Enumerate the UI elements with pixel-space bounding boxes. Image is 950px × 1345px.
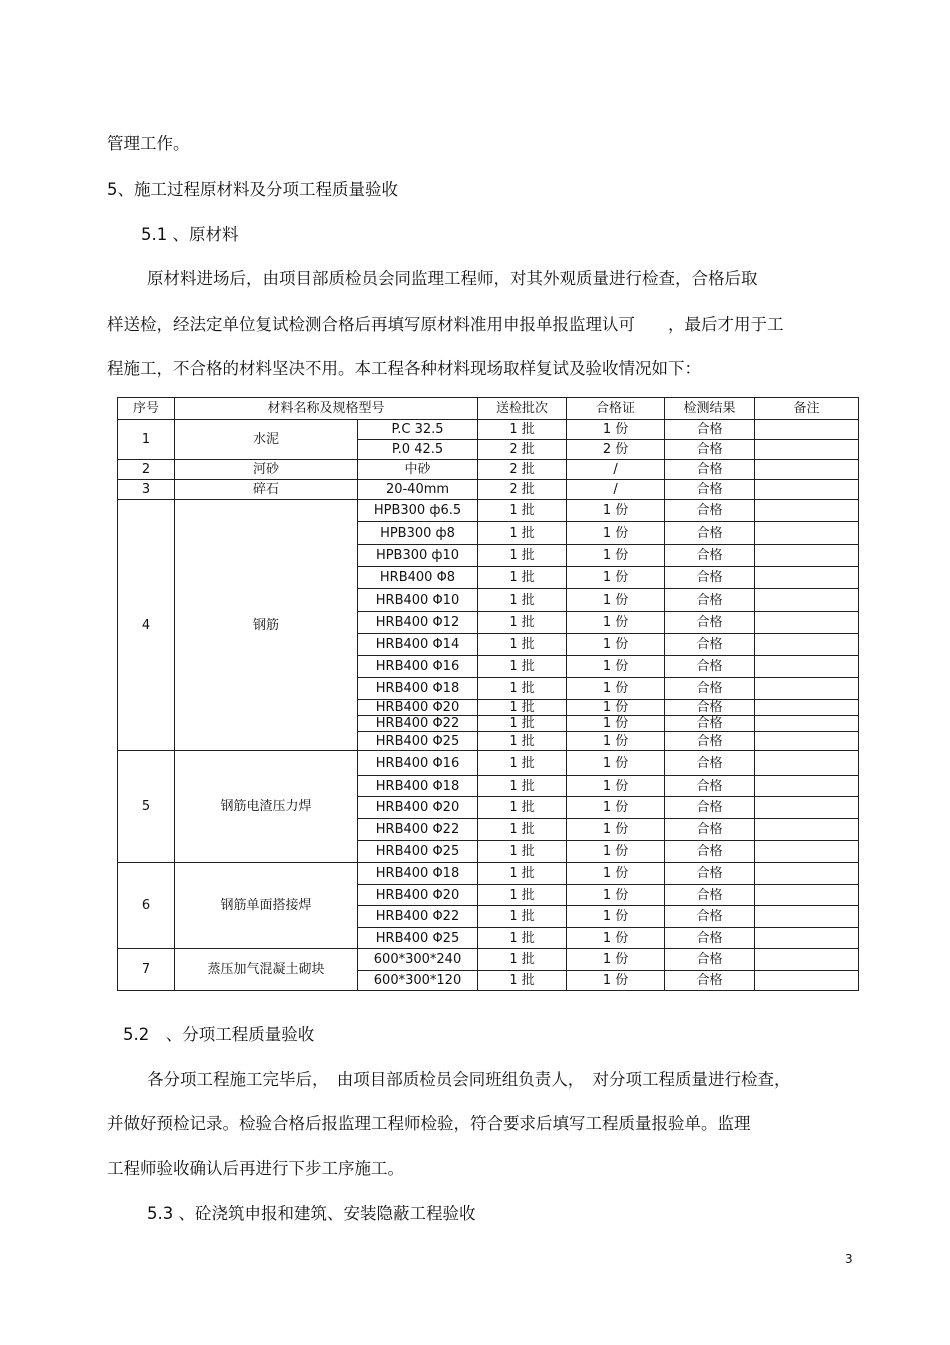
remark-cell [755, 751, 859, 776]
batch-cell: 1 批 [478, 841, 567, 863]
certificate-cell: 1 份 [567, 420, 665, 440]
row-number-cell: 4 [118, 500, 175, 751]
row-number-cell: 3 [118, 480, 175, 500]
certificate-cell: 1 份 [567, 819, 665, 841]
certificate-cell: 1 份 [567, 656, 665, 678]
spec-cell: P.C 32.5 [358, 420, 478, 440]
result-cell: 合格 [665, 797, 755, 819]
batch-cell: 1 批 [478, 589, 567, 612]
remark-cell [755, 863, 859, 885]
spec-cell: HRB400 Φ18 [358, 863, 478, 885]
remark-cell [755, 928, 859, 949]
result-cell: 合格 [665, 420, 755, 440]
remark-cell [755, 545, 859, 567]
certificate-cell: 1 份 [567, 522, 665, 545]
result-cell: 合格 [665, 776, 755, 797]
certificate-cell: 1 份 [567, 567, 665, 589]
batch-cell: 1 批 [478, 751, 567, 776]
spec-cell: 600*300*240 [358, 949, 478, 971]
result-cell: 合格 [665, 678, 755, 700]
result-cell: 合格 [665, 751, 755, 776]
spec-cell: HRB400 Φ8 [358, 567, 478, 589]
result-cell: 合格 [665, 819, 755, 841]
spec-cell: HRB400 Φ25 [358, 732, 478, 751]
spec-cell: HRB400 Φ25 [358, 928, 478, 949]
batch-cell: 1 批 [478, 500, 567, 522]
result-cell: 合格 [665, 460, 755, 480]
header-cell: 检测结果 [665, 398, 755, 420]
batch-cell: 2 批 [478, 460, 567, 480]
batch-cell: 1 批 [478, 819, 567, 841]
spec-cell: 20-40mm [358, 480, 478, 500]
table-row [118, 751, 859, 776]
batch-cell: 1 批 [478, 567, 567, 589]
certificate-cell: 1 份 [567, 971, 665, 991]
remark-cell [755, 634, 859, 656]
batch-cell: 1 批 [478, 928, 567, 949]
batch-cell: 1 批 [478, 716, 567, 732]
certificate-cell: 2 份 [567, 440, 665, 460]
remark-cell [755, 612, 859, 634]
certificate-cell: 1 份 [567, 863, 665, 885]
result-cell: 合格 [665, 567, 755, 589]
spec-cell: HRB400 Φ16 [358, 656, 478, 678]
batch-cell: 1 批 [478, 732, 567, 751]
material-name-cell: 蒸压加气混凝土砌块 [175, 949, 358, 991]
paragraph-line: 工程师验收确认后再进行下步工序施工。 [107, 1159, 404, 1178]
spec-cell: HPB300 ф6.5 [358, 500, 478, 522]
result-cell: 合格 [665, 906, 755, 928]
spec-cell: HRB400 Φ20 [358, 885, 478, 906]
remark-cell [755, 522, 859, 545]
result-cell: 合格 [665, 841, 755, 863]
section-heading-5-3: 5.3 、砼浇筑申报和建筑、安装隐蔽工程验收 [147, 1204, 476, 1223]
result-cell: 合格 [665, 732, 755, 751]
batch-cell: 1 批 [478, 863, 567, 885]
certificate-cell: 1 份 [567, 949, 665, 971]
batch-cell: 1 批 [478, 420, 567, 440]
row-number-cell: 7 [118, 949, 175, 991]
batch-cell: 1 批 [478, 545, 567, 567]
spec-cell: 中砂 [358, 460, 478, 480]
remark-cell [755, 841, 859, 863]
result-cell: 合格 [665, 928, 755, 949]
batch-cell: 1 批 [478, 656, 567, 678]
row-number-cell: 6 [118, 863, 175, 949]
certificate-cell: 1 份 [567, 885, 665, 906]
result-cell: 合格 [665, 971, 755, 991]
remark-cell [755, 460, 859, 480]
spec-cell: HRB400 Φ12 [358, 612, 478, 634]
certificate-cell: / [567, 460, 665, 480]
header-cell: 材料名称及规格型号 [175, 398, 478, 420]
result-cell: 合格 [665, 863, 755, 885]
material-name-cell: 钢筋 [175, 500, 358, 751]
table-row [118, 420, 859, 440]
result-cell: 合格 [665, 500, 755, 522]
certificate-cell: 1 份 [567, 678, 665, 700]
result-cell: 合格 [665, 949, 755, 971]
spec-cell: HRB400 Φ20 [358, 797, 478, 819]
spec-cell: HRB400 Φ25 [358, 841, 478, 863]
result-cell: 合格 [665, 545, 755, 567]
remark-cell [755, 971, 859, 991]
spec-cell: HRB400 Φ22 [358, 906, 478, 928]
material-name-cell: 碎石 [175, 480, 358, 500]
certificate-cell: 1 份 [567, 841, 665, 863]
spec-cell: HPB300 ф8 [358, 522, 478, 545]
batch-cell: 1 批 [478, 797, 567, 819]
batch-cell: 1 批 [478, 678, 567, 700]
certificate-cell: 1 份 [567, 906, 665, 928]
remark-cell [755, 678, 859, 700]
result-cell: 合格 [665, 885, 755, 906]
table-row [118, 480, 859, 500]
section-heading-5: 5、施工过程原材料及分项工程质量验收 [107, 180, 398, 199]
remark-cell [755, 885, 859, 906]
remark-cell [755, 776, 859, 797]
paragraph-line: 原材料进场后，由项目部质检员会同监理工程师，对其外观质量进行检查，合格后取 [147, 269, 758, 288]
paragraph-continuation: 管理工作。 [107, 134, 190, 153]
batch-cell: 2 批 [478, 440, 567, 460]
batch-cell: 2 批 [478, 480, 567, 500]
certificate-cell: 1 份 [567, 545, 665, 567]
remark-cell [755, 589, 859, 612]
spec-cell: HRB400 Φ10 [358, 589, 478, 612]
certificate-cell: 1 份 [567, 700, 665, 716]
batch-cell: 1 批 [478, 522, 567, 545]
result-cell: 合格 [665, 700, 755, 716]
table-row [118, 500, 859, 522]
header-cell: 合格证 [567, 398, 665, 420]
header-cell: 备注 [755, 398, 859, 420]
header-cell: 序号 [118, 398, 175, 420]
spec-cell: HRB400 Φ16 [358, 751, 478, 776]
paragraph-line: 程施工，不合格的材料坚决不用。本工程各种材料现场取样复试及验收情况如下： [107, 359, 701, 378]
material-name-cell: 水泥 [175, 420, 358, 460]
result-cell: 合格 [665, 480, 755, 500]
page-number: 3 [845, 1252, 853, 1266]
spec-cell: HRB400 Φ18 [358, 678, 478, 700]
remark-cell [755, 440, 859, 460]
remark-cell [755, 716, 859, 732]
row-number-cell: 1 [118, 420, 175, 460]
remark-cell [755, 567, 859, 589]
materials-table [117, 397, 859, 991]
batch-cell: 1 批 [478, 906, 567, 928]
result-cell: 合格 [665, 612, 755, 634]
section-heading-5-2: 5.2 、分项工程质量验收 [123, 1025, 315, 1044]
material-name-cell: 钢筋电渣压力焊 [175, 751, 358, 863]
paragraph-line: 并做好预检记录。检验合格后报监理工程师检验，符合要求后填写工程质量报验单。监理 [107, 1114, 751, 1133]
batch-cell: 1 批 [478, 949, 567, 971]
batch-cell: 1 批 [478, 634, 567, 656]
result-cell: 合格 [665, 589, 755, 612]
batch-cell: 1 批 [478, 971, 567, 991]
certificate-cell: 1 份 [567, 716, 665, 732]
certificate-cell: 1 份 [567, 776, 665, 797]
remark-cell [755, 797, 859, 819]
certificate-cell: 1 份 [567, 797, 665, 819]
table-row [118, 949, 859, 971]
result-cell: 合格 [665, 716, 755, 732]
batch-cell: 1 批 [478, 776, 567, 797]
table-row [118, 863, 859, 885]
remark-cell [755, 732, 859, 751]
remark-cell [755, 480, 859, 500]
row-number-cell: 2 [118, 460, 175, 480]
certificate-cell: 1 份 [567, 634, 665, 656]
spec-cell: HRB400 Φ22 [358, 716, 478, 732]
certificate-cell: 1 份 [567, 732, 665, 751]
spec-cell: HRB400 Φ14 [358, 634, 478, 656]
batch-cell: 1 批 [478, 700, 567, 716]
table-body [118, 420, 859, 991]
spec-cell: HRB400 Φ20 [358, 700, 478, 716]
header-cell: 送检批次 [478, 398, 567, 420]
material-name-cell: 河砂 [175, 460, 358, 480]
remark-cell [755, 700, 859, 716]
result-cell: 合格 [665, 634, 755, 656]
remark-cell [755, 819, 859, 841]
spec-cell: HRB400 Φ22 [358, 819, 478, 841]
paragraph-line: 各分项工程施工完毕后， 由项目部质检员会同班组负责人， 对分项工程质量进行检查， [147, 1070, 791, 1089]
certificate-cell: 1 份 [567, 589, 665, 612]
result-cell: 合格 [665, 440, 755, 460]
remark-cell [755, 949, 859, 971]
batch-cell: 1 批 [478, 885, 567, 906]
result-cell: 合格 [665, 522, 755, 545]
row-number-cell: 5 [118, 751, 175, 863]
certificate-cell: 1 份 [567, 612, 665, 634]
certificate-cell: 1 份 [567, 928, 665, 949]
certificate-cell: 1 份 [567, 751, 665, 776]
table-header-row [118, 398, 859, 420]
result-cell: 合格 [665, 656, 755, 678]
certificate-cell: 1 份 [567, 500, 665, 522]
section-heading-5-1: 5.1 、原材料 [141, 225, 239, 244]
certificate-cell: / [567, 480, 665, 500]
remark-cell [755, 420, 859, 440]
remark-cell [755, 906, 859, 928]
spec-cell: HPB300 ф10 [358, 545, 478, 567]
table-row [118, 460, 859, 480]
remark-cell [755, 656, 859, 678]
spec-cell: HRB400 Φ18 [358, 776, 478, 797]
spec-cell: P.0 42.5 [358, 440, 478, 460]
batch-cell: 1 批 [478, 612, 567, 634]
material-name-cell: 钢筋单面搭接焊 [175, 863, 358, 949]
spec-cell: 600*300*120 [358, 971, 478, 991]
paragraph-line: 样送检，经法定单位复试检测合格后再填写原材料准用申报单报监理认可 ，最后才用于工 [107, 315, 784, 334]
remark-cell [755, 500, 859, 522]
